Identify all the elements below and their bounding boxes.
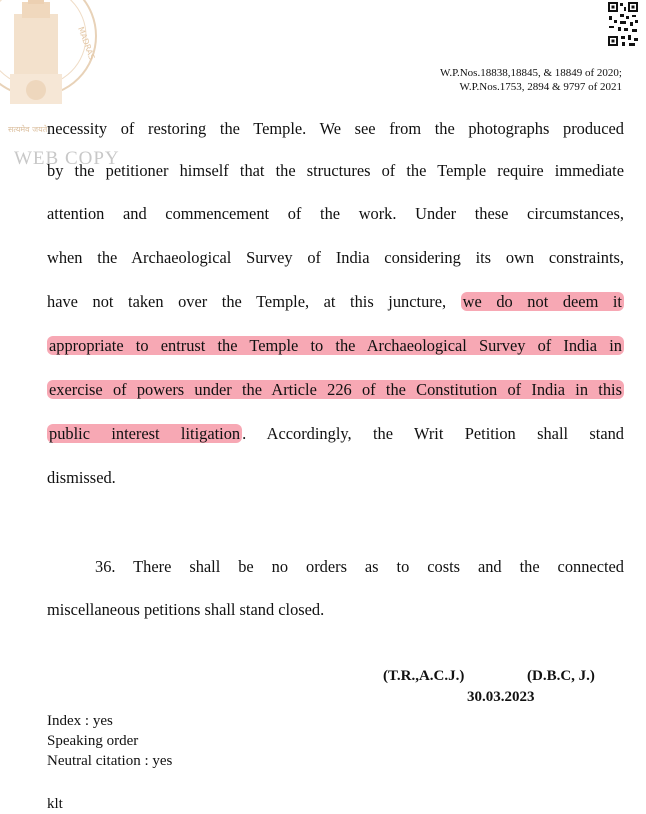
body-line: 36. There shall be no orders as to costs and the connected <box>95 557 624 576</box>
body-line: dismissed. <box>47 468 116 487</box>
neutral-citation-meta: Neutral citation : yes <box>47 753 173 769</box>
body-text: . Accordingly, the Writ Petition shall stand <box>242 424 624 443</box>
svg-text:सत्यमेव जयते: सत्यमेव जयते <box>8 125 48 134</box>
body-line <box>47 290 624 314</box>
body-line: necessity of restoring the Temple. We see from the photographs produced <box>47 119 624 138</box>
svg-text:MADRAS: MADRAS <box>76 25 97 61</box>
judge-signature-1: (T.R.,A.C.J.) <box>383 668 465 684</box>
index-meta: Index : yes <box>47 713 113 729</box>
initials: klt <box>47 796 63 812</box>
body-line: when the Archaeological Survey of India considering its own constraints, <box>47 248 624 267</box>
body-line: attention and commencement of the work. Under these circumstances, <box>47 204 624 223</box>
body-line <box>47 334 624 358</box>
case-number-line-2: W.P.Nos.1753, 2894 & 9797 of 2021 <box>459 81 622 93</box>
order-date: 30.03.2023 <box>467 689 535 705</box>
body-text: have not taken over the Temple, at this juncture, <box>47 292 461 311</box>
highlighted-text: appropriate to entrust the Temple to the Archaeological Survey of India in <box>49 336 622 355</box>
body-line <box>47 422 624 446</box>
judge-signature-2: (D.B.C, J.) <box>527 668 595 684</box>
body-line: miscellaneous petitions shall stand closed. <box>47 600 325 619</box>
case-number-header <box>440 66 622 94</box>
highlighted-text: public interest litigation <box>49 424 241 443</box>
body-line <box>47 378 624 402</box>
speaking-order-meta: Speaking order <box>47 733 139 749</box>
body-line: by the petitioner himself that the structures of the Temple require immediate <box>47 161 624 180</box>
case-number-line-1: W.P.Nos.18838,18845, & 18849 of 2020; <box>439 67 622 79</box>
highlighted-text: we do not deem it <box>462 292 622 311</box>
web-copy-watermark: WEB COPY <box>14 148 120 169</box>
qr-code-icon <box>606 0 640 48</box>
highlighted-text: exercise of powers under the Article 226 of the Constitution of India in this <box>49 380 622 399</box>
